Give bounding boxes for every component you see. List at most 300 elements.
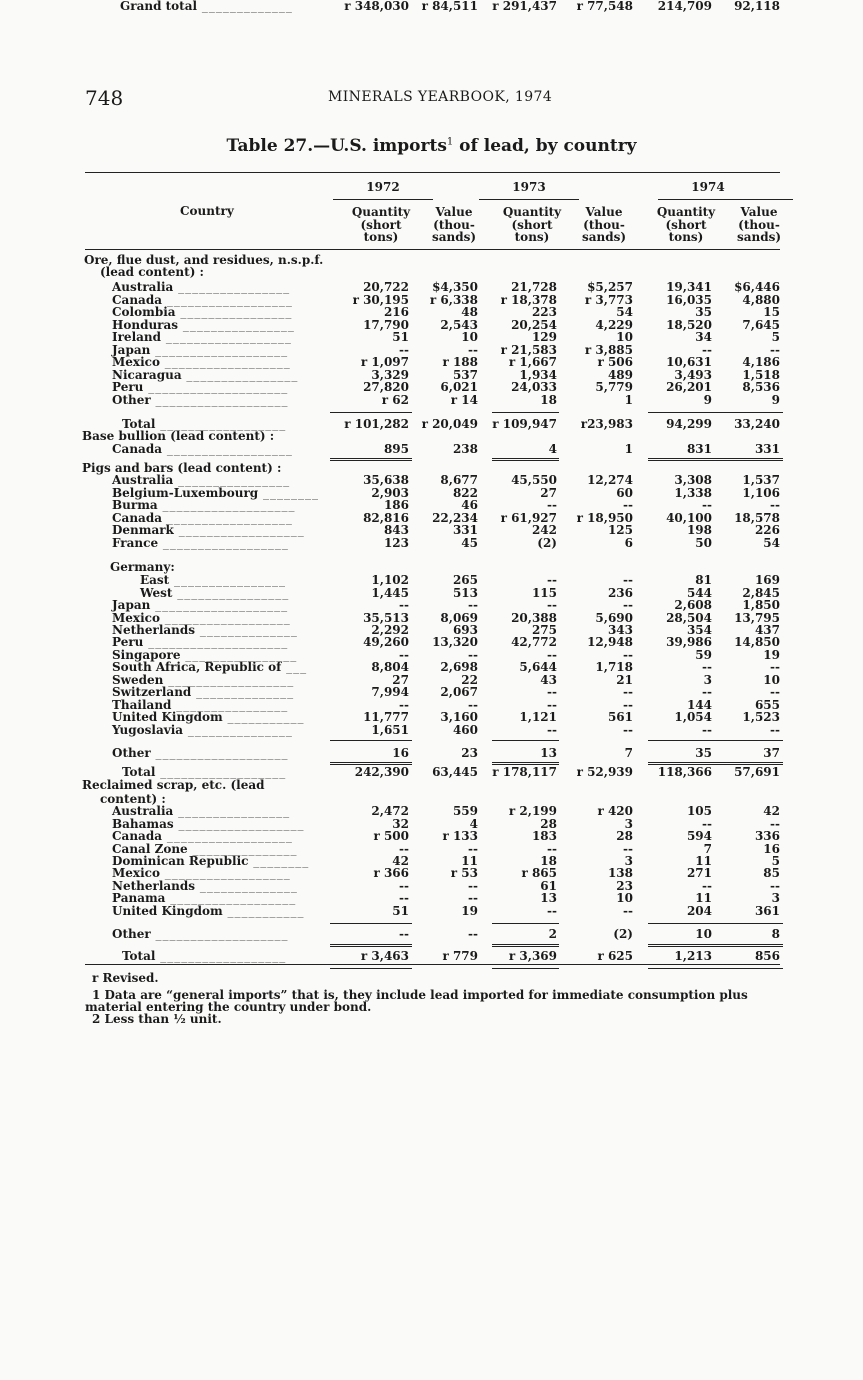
cell-value: -- bbox=[770, 817, 780, 831]
section-label: Germany: bbox=[110, 560, 175, 574]
value-header bbox=[569, 206, 639, 244]
cell-value: -- bbox=[623, 842, 633, 856]
cell-value: 561 bbox=[607, 710, 633, 724]
cell-value: $6,446 bbox=[734, 280, 780, 294]
cell-value: 85 bbox=[763, 866, 780, 880]
cell-value: (2) bbox=[613, 927, 633, 941]
cell-value: 12,274 bbox=[587, 473, 633, 487]
cell-value: 4,229 bbox=[595, 318, 633, 332]
cell-value: r 348,030 bbox=[344, 0, 409, 13]
cell-value: 2,698 bbox=[440, 660, 478, 674]
row-label-text: Japan bbox=[112, 598, 151, 612]
cell-value: -- bbox=[547, 842, 557, 856]
cell-value: r 61,927 bbox=[500, 511, 557, 525]
cell-value: 27 bbox=[540, 486, 557, 500]
row-label-text: Japan bbox=[112, 343, 151, 357]
cell-value: 19 bbox=[461, 904, 478, 918]
total-rule bbox=[648, 762, 783, 765]
cell-value: 42 bbox=[392, 854, 409, 868]
cell-value: r 3,369 bbox=[508, 949, 557, 963]
cell-value: 9 bbox=[703, 393, 712, 407]
section-label: content) : bbox=[100, 792, 166, 806]
cell-value: 94,299 bbox=[666, 417, 712, 431]
cell-value: 27 bbox=[392, 673, 409, 687]
row-label-text: Dominican Republic bbox=[112, 854, 249, 868]
cell-value: 3,493 bbox=[674, 368, 712, 382]
cell-value: 537 bbox=[452, 368, 478, 382]
total-rule bbox=[648, 923, 783, 924]
cell-value: 343 bbox=[607, 623, 633, 637]
cell-value: -- bbox=[468, 891, 478, 905]
section-label: Ore, flue dust, and residues, n.s.p.f. bbox=[84, 253, 324, 267]
cell-value: 21,728 bbox=[511, 280, 557, 294]
cell-value: 51 bbox=[392, 904, 409, 918]
row-label-text: Other bbox=[112, 927, 151, 941]
cell-value: r 109,947 bbox=[492, 417, 557, 431]
quantity-header-line: tons) bbox=[668, 230, 704, 244]
value-header bbox=[724, 206, 794, 244]
leader-dots: __________________ bbox=[159, 611, 291, 625]
country-label bbox=[112, 686, 294, 699]
header-bottom-rule bbox=[85, 249, 780, 250]
row-label-text: Sweden bbox=[112, 673, 164, 687]
cell-value: 5,690 bbox=[595, 611, 633, 625]
row-label-text: Canada bbox=[112, 829, 162, 843]
country-label bbox=[112, 281, 290, 294]
cell-value: 183 bbox=[531, 829, 557, 843]
cell-value: 1,651 bbox=[371, 723, 409, 737]
cell-value: 5,779 bbox=[595, 380, 633, 394]
cell-value: 3 bbox=[771, 891, 780, 905]
cell-value: -- bbox=[547, 698, 557, 712]
row-label-text: Belgium-Luxembourg bbox=[112, 486, 259, 500]
cell-value: r 18,950 bbox=[576, 511, 633, 525]
cell-value: 655 bbox=[754, 698, 780, 712]
cell-value: 1,523 bbox=[742, 710, 780, 724]
total-rule bbox=[330, 740, 412, 741]
grand-total-label bbox=[120, 0, 293, 13]
row-label-text: Mexico bbox=[112, 866, 160, 880]
leader-dots: ________________ bbox=[173, 280, 291, 294]
row-label-text: United Kingdom bbox=[112, 710, 223, 724]
cell-value: r 625 bbox=[597, 949, 633, 963]
cell-value: 35,638 bbox=[363, 473, 409, 487]
row-label-text: East bbox=[140, 573, 170, 587]
cell-value: 693 bbox=[452, 623, 478, 637]
cell-value: 35,513 bbox=[363, 611, 409, 625]
cell-value: 18,520 bbox=[666, 318, 712, 332]
country-label bbox=[112, 474, 290, 487]
cell-value: 6 bbox=[624, 536, 633, 550]
cell-value: -- bbox=[623, 904, 633, 918]
cell-value: 18,578 bbox=[734, 511, 780, 525]
total-rule bbox=[648, 944, 783, 947]
cell-value: 1,934 bbox=[519, 368, 557, 382]
cell-value: 42 bbox=[763, 804, 780, 818]
leader-dots: ________________ bbox=[169, 573, 287, 587]
cell-value: 45 bbox=[461, 536, 478, 550]
cell-value: -- bbox=[399, 698, 409, 712]
cell-value: -- bbox=[770, 498, 780, 512]
cell-value: 15 bbox=[763, 305, 780, 319]
cell-value: 437 bbox=[754, 623, 780, 637]
leader-dots: __________________ bbox=[162, 293, 293, 307]
year-header-1972: 1972 bbox=[366, 180, 400, 194]
country-label bbox=[112, 830, 293, 843]
country-label bbox=[112, 356, 291, 369]
cell-value: 8,536 bbox=[742, 380, 780, 394]
quantity-header-line: (short bbox=[511, 217, 553, 232]
total-rule bbox=[648, 458, 783, 461]
year-rule-1972 bbox=[333, 199, 433, 200]
cell-value: r 865 bbox=[521, 866, 557, 880]
cell-value: 118,366 bbox=[657, 765, 712, 779]
cell-value: 20,722 bbox=[363, 280, 409, 294]
cell-value: r 2,199 bbox=[508, 804, 557, 818]
cell-value: 594 bbox=[686, 829, 712, 843]
cell-value: 54 bbox=[763, 536, 780, 550]
cell-value: 138 bbox=[607, 866, 633, 880]
cell-value: 361 bbox=[754, 904, 780, 918]
country-label bbox=[112, 499, 296, 512]
section-label: Base bullion (lead content) : bbox=[82, 429, 275, 443]
cell-value: 49,260 bbox=[363, 635, 409, 649]
row-label-text: Peru bbox=[112, 380, 144, 394]
cell-value: r 500 bbox=[373, 829, 409, 843]
cell-value: 169 bbox=[754, 573, 780, 587]
cell-value: 37 bbox=[763, 746, 780, 760]
cell-value: 50 bbox=[695, 536, 712, 550]
cell-value: r 101,282 bbox=[344, 417, 409, 431]
leader-dots: ________ bbox=[248, 854, 310, 868]
cell-value: r 6,338 bbox=[429, 293, 478, 307]
country-label bbox=[112, 805, 290, 818]
cell-value: 2,292 bbox=[371, 623, 409, 637]
total-rule bbox=[492, 944, 559, 947]
cell-value: 18 bbox=[540, 393, 557, 407]
cell-value: 7,994 bbox=[371, 685, 409, 699]
cell-value: 14,850 bbox=[734, 635, 780, 649]
total-rule bbox=[492, 923, 559, 924]
row-label-text: Australia bbox=[112, 280, 174, 294]
value-header-line: (thou- bbox=[583, 217, 625, 232]
leader-dots: _______________ bbox=[187, 842, 298, 856]
cell-value: 43 bbox=[540, 673, 557, 687]
cell-value: 16 bbox=[763, 842, 780, 856]
cell-value: 1,054 bbox=[674, 710, 712, 724]
cell-value: r 1,097 bbox=[360, 355, 409, 369]
footnote: material entering the country under bond. bbox=[85, 1000, 372, 1014]
cell-value: 331 bbox=[452, 523, 478, 537]
cell-value: 22 bbox=[461, 673, 478, 687]
cell-value: -- bbox=[399, 879, 409, 893]
cell-value: 23 bbox=[461, 746, 478, 760]
cell-value: 3 bbox=[703, 673, 712, 687]
cell-value: -- bbox=[623, 698, 633, 712]
cell-value: 20,254 bbox=[511, 318, 557, 332]
leader-dots: __________________ bbox=[155, 949, 287, 963]
leader-dots: ________________ bbox=[173, 473, 291, 487]
cell-value: r 3,463 bbox=[360, 949, 409, 963]
cell-value: 28 bbox=[540, 817, 557, 831]
cell-value: r 18,378 bbox=[500, 293, 557, 307]
country-label bbox=[112, 443, 293, 456]
running-head: MINERALS YEARBOOK, 1974 bbox=[328, 89, 553, 105]
cell-value: 4 bbox=[469, 817, 478, 831]
cell-value: 489 bbox=[607, 368, 633, 382]
leader-dots: ________________ bbox=[178, 318, 295, 332]
row-label-text: Other bbox=[112, 746, 151, 760]
cell-value: 8,804 bbox=[371, 660, 409, 674]
leader-dots: _______________ bbox=[183, 723, 293, 737]
cell-value: r 21,583 bbox=[500, 343, 557, 357]
value-header-line: sands) bbox=[581, 230, 627, 244]
leader-dots: ___ bbox=[281, 660, 308, 674]
row-label-text: Canal Zone bbox=[112, 842, 188, 856]
cell-value: 336 bbox=[754, 829, 780, 843]
country-label bbox=[112, 928, 289, 941]
cell-value: r 52,939 bbox=[576, 765, 633, 779]
cell-value: -- bbox=[623, 723, 633, 737]
cell-value: 8 bbox=[771, 927, 780, 941]
value-header-line: sands) bbox=[736, 230, 782, 244]
row-label-text: Yugoslavia bbox=[112, 723, 184, 737]
leader-dots: ______________ bbox=[191, 685, 295, 699]
leader-dots: ________ bbox=[258, 486, 319, 500]
quantity-header-line: (short bbox=[665, 217, 707, 232]
footnote: r Revised. bbox=[92, 971, 159, 985]
row-label-text: South Africa, Republic of bbox=[112, 660, 282, 674]
leader-dots: ________________ bbox=[171, 698, 289, 712]
row-label-text: Australia bbox=[112, 473, 174, 487]
cell-value: r 20,049 bbox=[421, 417, 478, 431]
cell-value: r 420 bbox=[597, 804, 633, 818]
cell-value: r 506 bbox=[597, 355, 633, 369]
cell-value: 10,631 bbox=[666, 355, 712, 369]
table-title-main: Table 27.—U.S. imports bbox=[226, 136, 447, 156]
value-header bbox=[419, 206, 489, 244]
cell-value: 2,543 bbox=[440, 318, 478, 332]
leader-dots: ________________ bbox=[175, 305, 293, 319]
row-label-text: Total bbox=[122, 417, 156, 431]
row-label-text: Honduras bbox=[112, 318, 179, 332]
quantity-header-line: Quantity bbox=[351, 205, 411, 219]
cell-value: -- bbox=[770, 343, 780, 357]
cell-value: 236 bbox=[607, 586, 633, 600]
cell-value: 61 bbox=[540, 879, 557, 893]
row-label-text: Colombia bbox=[112, 305, 176, 319]
cell-value: 24,033 bbox=[511, 380, 557, 394]
cell-value: 7,645 bbox=[742, 318, 780, 332]
year-header-1973: 1973 bbox=[512, 180, 546, 194]
cell-value: -- bbox=[547, 904, 557, 918]
cell-value: r 178,117 bbox=[492, 765, 557, 779]
cell-value: r 188 bbox=[442, 355, 478, 369]
country-label bbox=[112, 381, 288, 394]
cell-value: r23,983 bbox=[580, 417, 633, 431]
total-rule bbox=[648, 740, 783, 741]
leader-dots: ___________________ bbox=[150, 343, 289, 357]
cell-value: 39,986 bbox=[666, 635, 712, 649]
cell-value: r 53 bbox=[450, 866, 478, 880]
leader-dots: __________________ bbox=[162, 511, 293, 525]
cell-value: 2,472 bbox=[371, 804, 409, 818]
cell-value: 20,388 bbox=[511, 611, 557, 625]
cell-value: r 84,511 bbox=[421, 0, 478, 13]
cell-value: 2,845 bbox=[742, 586, 780, 600]
cell-value: 57,691 bbox=[734, 765, 780, 779]
cell-value: 13,795 bbox=[734, 611, 780, 625]
leader-dots: ______________ bbox=[195, 623, 298, 637]
cell-value: 3,329 bbox=[371, 368, 409, 382]
cell-value: 13,320 bbox=[432, 635, 478, 649]
cell-value: 1,518 bbox=[742, 368, 780, 382]
cell-value: 10 bbox=[461, 330, 478, 344]
row-label-text: Denmark bbox=[112, 523, 174, 537]
country-label bbox=[112, 711, 305, 724]
cell-value: -- bbox=[468, 879, 478, 893]
row-label-text: Grand total bbox=[120, 0, 198, 13]
cell-value: 1,850 bbox=[742, 598, 780, 612]
cell-value: r 1,667 bbox=[508, 355, 557, 369]
cell-value: 843 bbox=[383, 523, 409, 537]
row-label-text: Canada bbox=[112, 442, 162, 456]
cell-value: 223 bbox=[531, 305, 557, 319]
cell-value: 2 bbox=[548, 927, 557, 941]
country-label bbox=[112, 394, 289, 407]
country-label bbox=[112, 724, 293, 737]
table-bottom-rule bbox=[85, 964, 780, 965]
cell-value: 5,644 bbox=[519, 660, 557, 674]
cell-value: 9 bbox=[771, 393, 780, 407]
leader-dots: __________________ bbox=[162, 829, 293, 843]
cell-value: 51 bbox=[392, 330, 409, 344]
leader-dots: ____________________ bbox=[143, 380, 289, 394]
cell-value: 16 bbox=[392, 746, 409, 760]
cell-value: -- bbox=[547, 598, 557, 612]
leader-dots: ___________________ bbox=[150, 746, 289, 760]
cell-value: 331 bbox=[754, 442, 780, 456]
cell-value: r 779 bbox=[442, 949, 478, 963]
cell-value: 17,790 bbox=[363, 318, 409, 332]
row-label-text: Australia bbox=[112, 804, 174, 818]
cell-value: -- bbox=[702, 685, 712, 699]
cell-value: 105 bbox=[686, 804, 712, 818]
cell-value: 1,338 bbox=[674, 486, 712, 500]
total-rule bbox=[330, 762, 412, 765]
cell-value: r 30,195 bbox=[352, 293, 409, 307]
leader-dots: ____________________ bbox=[143, 635, 289, 649]
leader-dots: ______________ bbox=[195, 879, 298, 893]
quantity-header-line: Quantity bbox=[656, 205, 716, 219]
cell-value: 26,201 bbox=[666, 380, 712, 394]
country-label bbox=[112, 661, 307, 674]
row-label-text: Mexico bbox=[112, 611, 160, 625]
row-label-text: Panama bbox=[112, 891, 166, 905]
section-label: Reclaimed scrap, etc. (lead bbox=[82, 778, 265, 792]
cell-value: 831 bbox=[686, 442, 712, 456]
row-label-text: Switzerland bbox=[112, 685, 192, 699]
cell-value: -- bbox=[399, 842, 409, 856]
leader-dots: __________________ bbox=[163, 673, 295, 687]
row-label-text: Canada bbox=[112, 293, 162, 307]
cell-value: 5 bbox=[771, 854, 780, 868]
row-label-text: Thailand bbox=[112, 698, 172, 712]
cell-value: 242 bbox=[531, 523, 557, 537]
leader-dots: ___________________ bbox=[157, 498, 296, 512]
cell-value: 13 bbox=[540, 746, 557, 760]
cell-value: 81 bbox=[695, 573, 712, 587]
leader-dots: ________________ bbox=[173, 804, 291, 818]
row-label-text: Peru bbox=[112, 635, 144, 649]
quantity-header-line: Quantity bbox=[502, 205, 562, 219]
cell-value: -- bbox=[702, 879, 712, 893]
country-label bbox=[112, 867, 291, 880]
cell-value: 275 bbox=[531, 623, 557, 637]
total-rule bbox=[492, 458, 559, 461]
cell-value: 895 bbox=[383, 442, 409, 456]
total-rule bbox=[330, 968, 412, 969]
row-label-text: Netherlands bbox=[112, 623, 196, 637]
row-label-text: Burma bbox=[112, 498, 158, 512]
cell-value: -- bbox=[623, 648, 633, 662]
leader-dots: __________________ bbox=[162, 442, 293, 456]
cell-value: 54 bbox=[616, 305, 633, 319]
leader-dots: ___________ bbox=[222, 904, 305, 918]
cell-value: -- bbox=[770, 660, 780, 674]
country-label bbox=[112, 905, 305, 918]
leader-dots: __________________ bbox=[161, 330, 292, 344]
cell-value: 1,718 bbox=[595, 660, 633, 674]
row-label-text: Singapore bbox=[112, 648, 181, 662]
cell-value: 7 bbox=[624, 746, 633, 760]
cell-value: 4 bbox=[548, 442, 557, 456]
cell-value: -- bbox=[468, 698, 478, 712]
cell-value: -- bbox=[547, 685, 557, 699]
cell-value: 123 bbox=[383, 536, 409, 550]
cell-value: 35 bbox=[695, 305, 712, 319]
cell-value: r 366 bbox=[373, 866, 409, 880]
cell-value: -- bbox=[547, 573, 557, 587]
cell-value: r 291,437 bbox=[492, 0, 557, 13]
cell-value: 28 bbox=[616, 829, 633, 843]
cell-value: 3,160 bbox=[440, 710, 478, 724]
cell-value: 11,777 bbox=[363, 710, 409, 724]
quantity-header bbox=[646, 206, 726, 244]
leader-dots: __________________ bbox=[159, 355, 291, 369]
cell-value: 1,102 bbox=[371, 573, 409, 587]
row-label-text: Mexico bbox=[112, 355, 160, 369]
cell-value: 12,948 bbox=[587, 635, 633, 649]
leader-dots: ___________________ bbox=[150, 927, 289, 941]
row-label-text: Other bbox=[112, 393, 151, 407]
cell-value: 198 bbox=[686, 523, 712, 537]
cell-value: 4,880 bbox=[742, 293, 780, 307]
row-label-text: Canada bbox=[112, 511, 162, 525]
cell-value: 10 bbox=[763, 673, 780, 687]
cell-value: 13 bbox=[540, 891, 557, 905]
country-header: Country bbox=[180, 204, 234, 218]
table-title-tail: of lead, by country bbox=[453, 136, 637, 156]
cell-value: -- bbox=[623, 598, 633, 612]
cell-value: 822 bbox=[452, 486, 478, 500]
cell-value: -- bbox=[770, 685, 780, 699]
cell-value: 856 bbox=[754, 949, 780, 963]
cell-value: (2) bbox=[537, 536, 557, 550]
leader-dots: __________________ bbox=[155, 765, 287, 779]
total-rule bbox=[648, 412, 783, 413]
cell-value: 92,118 bbox=[734, 0, 780, 13]
